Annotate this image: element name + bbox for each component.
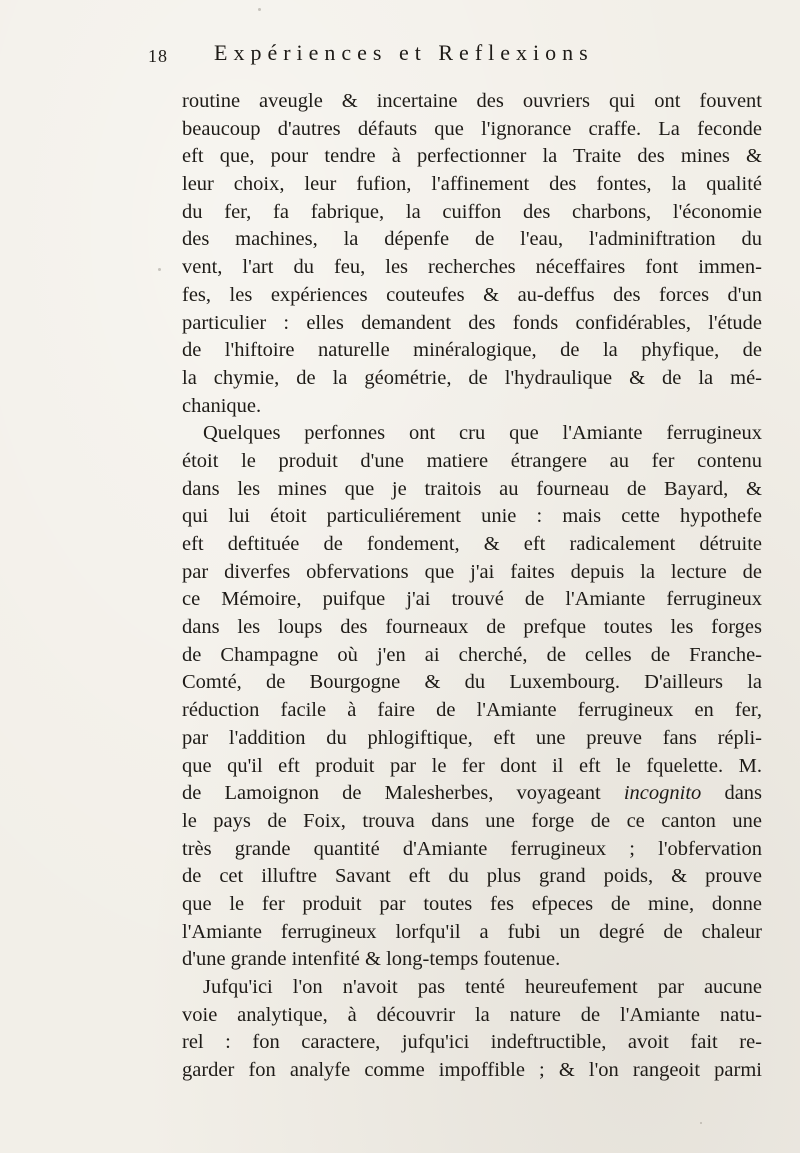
text-line-with-italic: [182, 780, 762, 808]
italic-word: incognito: [623, 782, 702, 805]
text-line: de Champagne où j'en ai cherché, de celles de Franche-: [182, 643, 762, 666]
text-line: beaucoup d'autres défauts que l'ignorance craffe. La feconde: [182, 117, 762, 140]
text-line: qui lui étoit particuliérement unie : mais cette hypothefe: [182, 505, 762, 528]
running-head: Expériences et Reflexions: [214, 40, 594, 65]
text-line: l'Amiante ferrugineux lorfqu'il a fubi un degré de chaleur: [182, 920, 762, 943]
paragraph-3: [182, 974, 762, 1085]
text-line: le pays de Foix, trouva dans une forge de ce canton une: [182, 809, 762, 832]
text-line: dans les loups des fourneaux de prefque toutes les forges: [182, 616, 762, 639]
text-fragment: de Lamoignon de Malesherbes, voyageant: [182, 782, 601, 805]
text-line: Jufqu'ici l'on n'avoit pas tenté heureufement par aucune: [203, 976, 762, 998]
text-line: que le fer produit par toutes fes efpeces de mine, donne: [182, 892, 762, 915]
paragraph-1: [182, 88, 762, 420]
text-line: routine aveugle & incertaine des ouvriers qui ont fouvent: [182, 90, 762, 112]
text-line: ce Mémoire, puifque j'ai trouvé de l'Amiante ferrugineux: [182, 588, 762, 611]
text-line: de cet illuftre Savant eft du plus grand poids, & prouve: [182, 865, 762, 888]
text-line: eft deftituée de fondement, & eft radicalement détruite: [182, 533, 762, 555]
text-line: la chymie, de la géométrie, de l'hydraulique & de la mé-: [182, 366, 762, 389]
text-line: garder fon analyfe comme impoffible ; & l'on rangeoit parmi: [182, 1059, 762, 1082]
text-line: par l'addition du phlogiftique, eft une preuve fans répli-: [182, 726, 762, 749]
text-line: rel : fon caractere, jufqu'ici indeftructible, avoit fait re-: [182, 1031, 762, 1054]
text-line: fes, les expériences couteufes & au-deffus des forces d'un: [182, 283, 762, 306]
page-header: [148, 40, 748, 74]
text-line: chanique.: [182, 394, 262, 417]
text-line: voie analytique, à découvrir la nature de l'Amiante natu-: [182, 1003, 762, 1026]
page-number: 18: [148, 46, 168, 66]
paragraph-2: [182, 420, 762, 974]
text-line: du fer, fa fabrique, la cuiffon des charbons, l'économie: [182, 200, 762, 223]
text-line: d'une grande intenfité & long-temps foutenue.: [182, 948, 561, 971]
text-line: dans les mines que je traitois au fourneau de Bayard, &: [182, 477, 762, 500]
body-text: [182, 88, 762, 1085]
text-line: étoit le produit d'une matiere étrangere au fer contenu: [182, 449, 762, 472]
text-line: de l'hiftoire naturelle minéralogique, de la phyfique, de: [182, 339, 762, 362]
paper-speck: [258, 8, 261, 11]
text-line: Comté, de Bourgogne & du Luxembourg. D'ailleurs la: [182, 671, 762, 694]
text-fragment: dans: [724, 782, 763, 805]
text-line: leur choix, leur fufion, l'affinement des fontes, la qualité: [182, 173, 762, 196]
text-line: que qu'il eft produit par le fer dont il eft le fquelette. M.: [182, 754, 762, 777]
text-line: particulier : elles demandent des fonds confidérables, l'étude: [182, 311, 762, 334]
text-line: des machines, la dépenfe de l'eau, l'adminiftration du: [182, 228, 762, 251]
text-line: par diverfes obfervations que j'ai faites depuis la lecture de: [182, 560, 762, 583]
paper-speck: [700, 1122, 702, 1124]
text-line: vent, l'art du feu, les recherches néceffaires font immen-: [182, 256, 762, 279]
text-line: réduction facile à faire de l'Amiante ferrugineux en fer,: [182, 699, 762, 722]
paper-speck: [158, 268, 161, 271]
text-line: Quelques perfonnes ont cru que l'Amiante ferrugineux: [203, 422, 762, 445]
text-line: très grande quantité d'Amiante ferrugineux ; l'obfervation: [182, 837, 762, 860]
text-line: eft que, pour tendre à perfectionner la Traite des mines &: [182, 145, 762, 168]
